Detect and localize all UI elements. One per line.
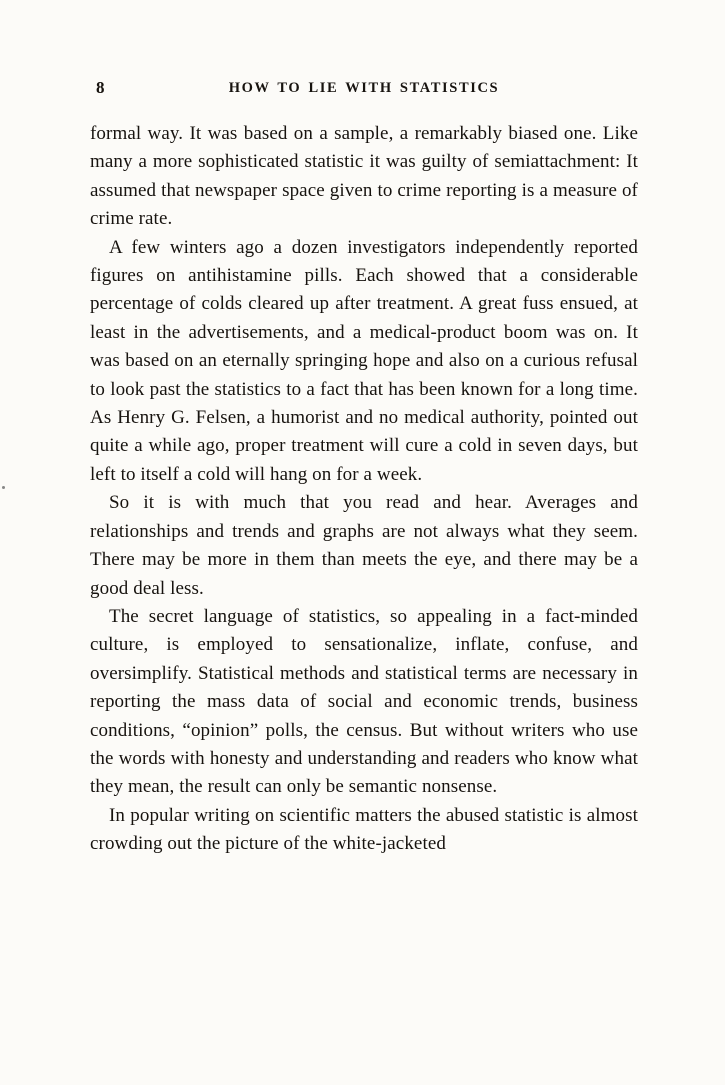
paragraph: The secret language of statistics, so appealing in a fact-minded culture, is employed to sensationalize, inflate, confuse, and oversimplify. Statistical methods and statistical terms are necessary in reporting the mass data of social and economic trends, business conditions, “opinion” polls, the census. But without writers who use the words with honesty and understanding and readers who know what they mean, the result can only be semantic nonsense. (90, 605, 638, 798)
page-body (90, 120, 638, 859)
paragraph: In popular writing on scientific matters the abused statistic is almost crowding out the picture of the white-jacketed (90, 804, 638, 855)
scan-artifact-dot (2, 486, 5, 489)
running-header (90, 78, 638, 102)
paragraph: A few winters ago a dozen investigators independently reported figures on antihistamine pills. Each showed that a considerable percentage of colds cleared up after treatment. A great fuss ensued, at least in the advertisements, and a medical-product boom was on. It was based on an eternally springing hope and also on a curious refusal to look past the statistics to a fact that has been known for a long time. As Henry G. Felsen, a humorist and no medical authority, pointed out quite a while ago, proper treatment will cure a cold in seven days, but left to itself a cold will hang on for a week. (90, 236, 638, 485)
paragraph: So it is with much that you read and hear. Averages and relationships and trends and graphs are not always what they seem. There may be more in them than meets the eye, and there may be a good deal less. (90, 492, 638, 599)
page-number: 8 (96, 78, 105, 97)
paragraph: formal way. It was based on a sample, a remarkably biased one. Like many a more sophisticated statistic it was guilty of semiattachment: It assumed that newspaper space given to crime reporting is a measure of crime rate. (90, 123, 638, 230)
running-head-title: HOW TO LIE WITH STATISTICS (228, 80, 500, 96)
